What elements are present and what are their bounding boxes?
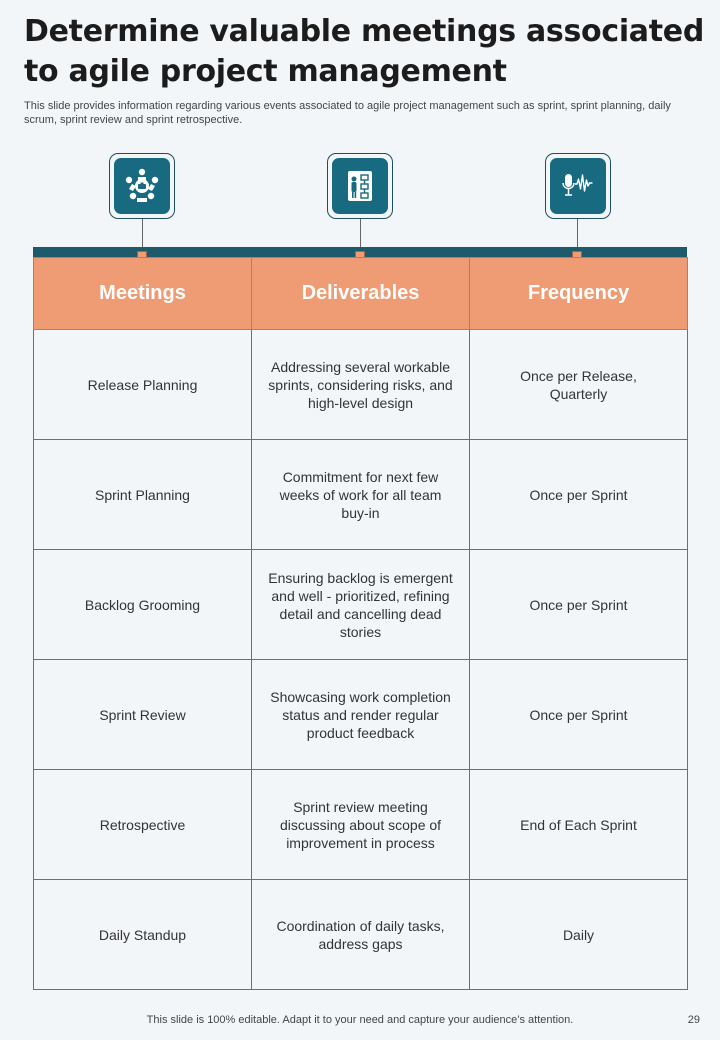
meetings-icon-frame — [109, 153, 175, 219]
frequency-cell: Daily — [470, 880, 688, 990]
team-meeting-icon — [122, 166, 162, 206]
deliverable-cell: Addressing several workable sprints, considering risks, and high-level design — [252, 330, 470, 440]
table-row — [34, 550, 688, 660]
meeting-cell: Backlog Grooming — [34, 550, 252, 660]
table-row — [34, 440, 688, 550]
frequency-cell: Once per Sprint — [470, 550, 688, 660]
table-row — [34, 770, 688, 880]
table-row — [34, 880, 688, 990]
meeting-cell: Sprint Review — [34, 660, 252, 770]
deliverable-cell: Coordination of daily tasks, address gaps — [252, 880, 470, 990]
frequency-cell: Once per Release, Quarterly — [470, 330, 688, 440]
footer-note: This slide is 100% editable. Adapt it to your need and capture your audience’s attention. — [146, 1014, 574, 1026]
deliverables-icon-frame — [327, 153, 393, 219]
meeting-cell: Retrospective — [34, 770, 252, 880]
meeting-cell: Daily Standup — [34, 880, 252, 990]
deliverable-cell: Ensuring backlog is emergent and well - prioritized, refining detail and cancelling dead stories — [252, 550, 470, 660]
deliverable-cell: Sprint review meeting discussing about scope of improvement in process — [252, 770, 470, 880]
page-subtitle: This slide provides information regarding various events associated to agile project management such as sprint, sprint planning, daily scrum, sprint review and sprint retrospective. — [24, 100, 671, 126]
meetings-table — [33, 257, 688, 990]
table-row — [34, 330, 688, 440]
frequency-cell: Once per Sprint — [470, 660, 688, 770]
meeting-cell: Release Planning — [34, 330, 252, 440]
page-title: Determine valuable meetings associated to agile project management — [24, 14, 705, 89]
frequency-icon-frame — [545, 153, 611, 219]
microphone-soundwave-icon — [558, 166, 598, 206]
flowchart-document-icon — [340, 166, 380, 206]
frequency-cell: Once per Sprint — [470, 440, 688, 550]
table-row — [34, 660, 688, 770]
deliverable-cell: Commitment for next few weeks of work for all team buy-in — [252, 440, 470, 550]
deliverable-cell: Showcasing work completion status and render regular product feedback — [252, 660, 470, 770]
table-header-row — [34, 258, 688, 330]
page-number: 29 — [687, 1014, 700, 1026]
header-frequency: Frequency — [470, 258, 688, 330]
meeting-cell: Sprint Planning — [34, 440, 252, 550]
frequency-cell: End of Each Sprint — [470, 770, 688, 880]
header-deliverables: Deliverables — [252, 258, 470, 330]
header-meetings: Meetings — [34, 258, 252, 330]
